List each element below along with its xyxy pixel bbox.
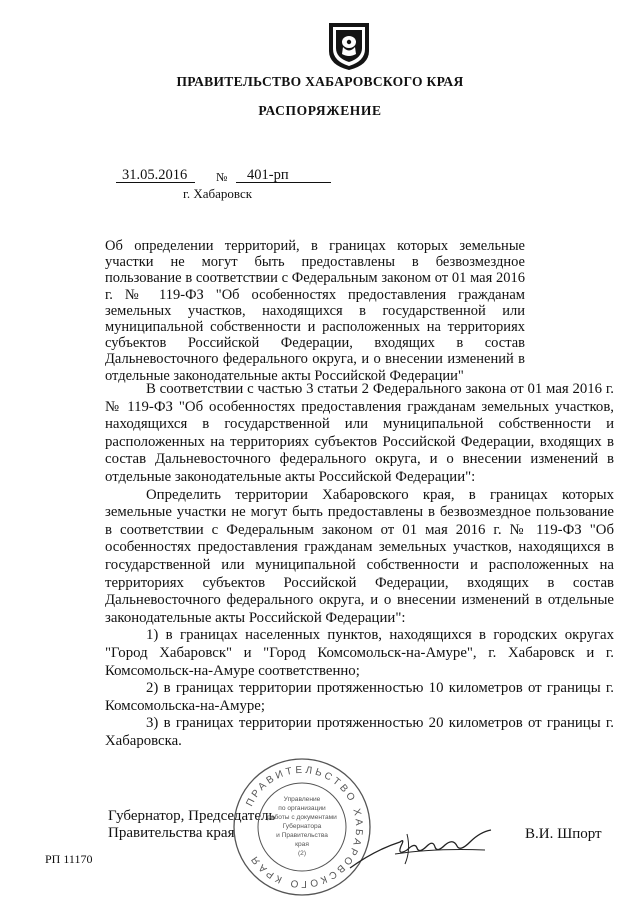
handwritten-signature [345, 820, 495, 875]
seal-ring-text: ПРАВИТЕЛЬСТВО ХАБАРОВСКОГО КРАЯ [244, 764, 365, 890]
document-city: г. Хабаровск [183, 186, 253, 201]
seal-line: Управление [283, 796, 321, 803]
coat-of-arms-icon [326, 21, 372, 71]
body-list-item: 2) в границах территории протяженностью 10 километров от границы г. Комсомольска-на-Амуре; [105, 680, 614, 714]
seal-line: и Правительства [276, 832, 328, 839]
seal-line: Губернатора [282, 823, 322, 830]
body-paragraph: В соответствии с частью 3 статьи 2 Федерального закона от 01 мая 2016 г. № 119-ФЗ "Об особенностях предоставления гражданам земельных участков, находящихся в государственной или муниципальной собственности и расположенных на территориях субъектов Российской Федерации, входящих в состав Дальневосточного федерального округа, и о внесении изменений в отдельные законодательные акты Российской Федерации": [105, 381, 614, 485]
government-name: ПРАВИТЕЛЬСТВО ХАБАРОВСКОГО КРАЯ [176, 74, 464, 89]
signatory-name: В.И. Шпорт [525, 826, 602, 842]
signatory-title-line: Губернатор, Председатель [108, 808, 276, 824]
seal-line: края [295, 841, 309, 848]
body-paragraph: Определить территории Хабаровского края, в границах которых земельные участки не могут быть предоставлены в безвозмездное пользование в соответствии с Федеральным законом от 01 мая 2016 г. № 119-ФЗ "Об особенностях предоставления гражданам земельных участков, находящихся в государственной или муниципальной собственности и расположенных на территориях субъектов Российской Федерации, входящих в состав Дальневосточного федерального округа, и о внесении изменений в отдельные законодательные акты Российской Федерации": [105, 486, 614, 626]
seal-line: (2) [297, 850, 307, 857]
document-code: РП 11170 [45, 852, 93, 866]
number-sign: № [216, 170, 228, 184]
seal-line: работы с документами [267, 814, 337, 821]
body-list-item: 3) в границах территории протяженностью 20 километров от границы г. Хабаровска. [105, 715, 614, 749]
signatory-title-line: Правительства края [108, 825, 235, 841]
document-body [105, 381, 614, 750]
document-number: 401-рп [247, 167, 289, 183]
document-subject: Об определении территорий, в границах которых земельные участки не могут быть предоставлены в безвозмездное пользование в соответствии с Федеральным законом от 01 мая 2016 г. № 119-ФЗ "Об особенностях предоставления гражданам земельных участков, находящихся в государственной или муниципальной собственности и расположенных на территориях субъектов Российской Федерации, входящих в состав Дальневосточного федерального округа, и о внесении изменений в отдельные законодательные акты Российской Федерации" [105, 238, 525, 384]
document-date: 31.05.2016 [122, 167, 188, 183]
seal-line: по организации [278, 805, 326, 812]
document-type: РАСПОРЯЖЕНИЕ [258, 103, 382, 118]
body-list-item: 1) в границах населенных пунктов, находящихся в городских округах "Город Хабаровск" и "Город Комсомольск-на-Амуре", г. Хабаровск и г. Комсомольск-на-Амуре соответственно; [105, 627, 614, 679]
